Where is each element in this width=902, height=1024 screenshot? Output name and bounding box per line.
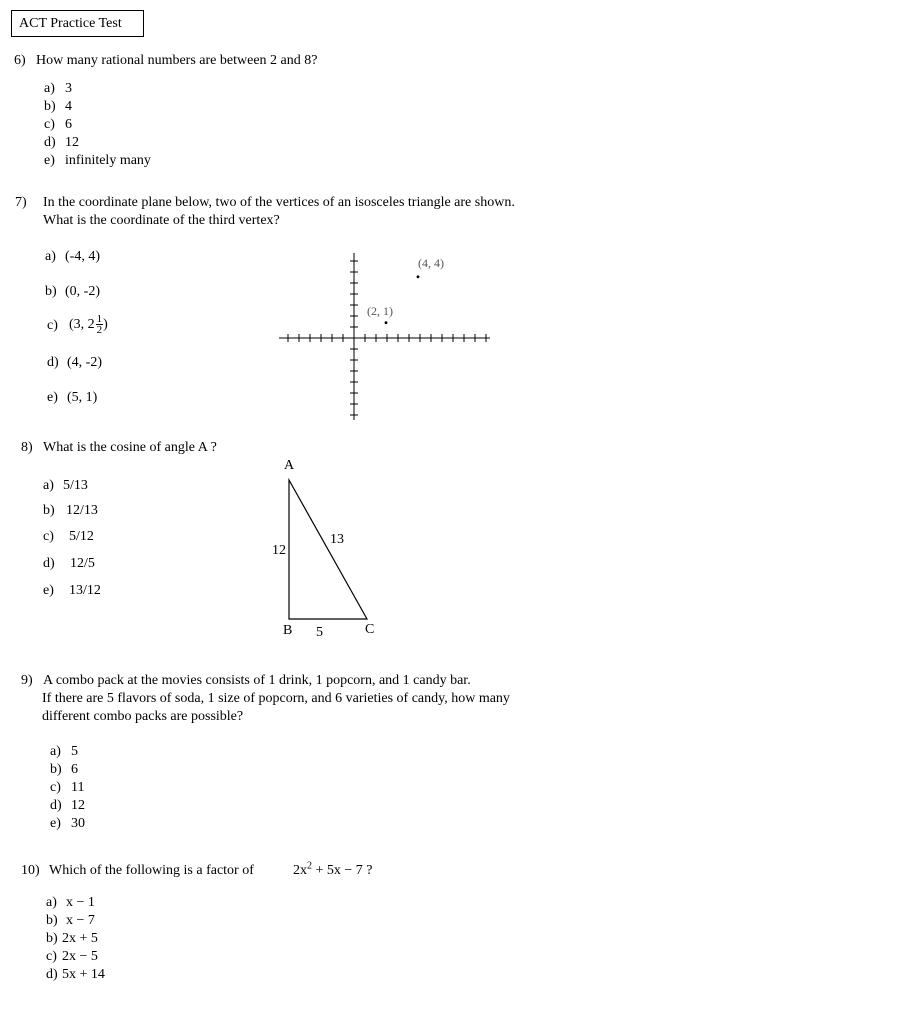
option-letter: a) xyxy=(50,744,61,759)
option-letter: b) xyxy=(44,99,56,114)
option-letter: e) xyxy=(44,153,55,168)
option-text: 5/12 xyxy=(69,529,94,544)
option-letter: c) xyxy=(43,529,54,544)
side-label-ab: 12 xyxy=(272,543,286,558)
vertex-label-a: A xyxy=(284,458,295,473)
question-text-line-1: A combo pack at the movies consists of 1 drink, 1 popcorn, and 1 candy bar. xyxy=(43,673,471,688)
option-letter: c) xyxy=(46,949,57,964)
option-letter: d) xyxy=(46,967,58,982)
option-text: 5/13 xyxy=(63,478,88,493)
option-text: 13/12 xyxy=(69,583,101,598)
question-text-line-2: What is the coordinate of the third vertex? xyxy=(43,213,280,228)
option-letter: d) xyxy=(47,355,59,370)
option-text: 5x + 14 xyxy=(62,967,105,982)
option-text: 30 xyxy=(71,816,85,831)
option-letter: b) xyxy=(46,913,58,928)
question-text-line-1: In the coordinate plane below, two of the vertices of an isosceles triangle are shown. xyxy=(43,195,515,210)
option-letter: a) xyxy=(45,249,56,264)
point-label: (4, 4) xyxy=(418,256,444,270)
option-text: 6 xyxy=(65,117,72,132)
option-letter: c) xyxy=(44,117,55,132)
option-letter: d) xyxy=(44,135,56,150)
test-title: ACT Practice Test xyxy=(19,16,122,31)
question-text: What is the cosine of angle A ? xyxy=(43,440,217,455)
option-text: 3 xyxy=(65,81,72,96)
point-label: (2, 1) xyxy=(367,304,393,318)
question-number: 9) xyxy=(21,673,33,688)
option-text: x − 7 xyxy=(66,913,95,928)
question-text: Which of the following is a factor of xyxy=(49,863,254,878)
option-text: 12 xyxy=(71,798,85,813)
option-text: 6 xyxy=(71,762,78,777)
option-text: 12/5 xyxy=(70,556,95,571)
option-text: (-4, 4) xyxy=(65,249,100,264)
question-number: 8) xyxy=(21,440,33,455)
option-text: (4, -2) xyxy=(67,355,102,370)
option-letter: c) xyxy=(50,780,61,795)
question-number: 10) xyxy=(21,863,40,878)
question-text: How many rational numbers are between 2 and 8? xyxy=(36,53,318,68)
option-letter: d) xyxy=(43,556,55,571)
option-text: (0, -2) xyxy=(65,284,100,299)
fraction: $\frac{1}{2}$ xyxy=(96,313,103,337)
option-letter: e) xyxy=(43,583,54,598)
side-label-ac: 13 xyxy=(330,532,344,547)
option-letter: d) xyxy=(50,798,62,813)
option-text: 12 xyxy=(65,135,79,150)
vertex-label-b: B xyxy=(283,623,293,638)
question-text-line-3: different combo packs are possible? xyxy=(42,709,244,724)
option-letter: b) xyxy=(46,931,58,946)
option-text: 2x − 5 xyxy=(62,949,98,964)
option-letter: b) xyxy=(43,503,55,518)
option-letter: e) xyxy=(50,816,61,831)
option-letter: c) xyxy=(47,318,58,333)
option-text: x − 1 xyxy=(66,895,95,910)
option-letter: b) xyxy=(45,284,57,299)
vertex-label-c: C xyxy=(365,622,375,637)
option-text: 2x + 5 xyxy=(62,931,98,946)
option-text: (5, 1) xyxy=(67,390,98,405)
question-text-line-2: If there are 5 flavors of soda, 1 size of popcorn, and 6 varieties of candy, how many xyxy=(42,691,510,706)
option-letter: b) xyxy=(50,762,62,777)
option-letter: a) xyxy=(46,895,57,910)
question-number: 6) xyxy=(14,53,26,68)
option-text: 4 xyxy=(65,99,72,114)
side-label-bc: 5 xyxy=(316,625,323,640)
option-letter: e) xyxy=(47,390,58,405)
option-text: 12/13 xyxy=(66,503,98,518)
polynomial-expression: $2x^2 + 5x - 7$ ? xyxy=(293,860,373,878)
triangle-shape xyxy=(289,480,367,619)
option-text: 11 xyxy=(71,780,85,795)
question-number: 7) xyxy=(15,195,27,210)
option-letter: a) xyxy=(43,478,54,493)
option-text: 5 xyxy=(71,744,78,759)
option-letter: a) xyxy=(44,81,55,96)
option-text-mixed-number: (3, 2 $\frac{1}{2}$ ) xyxy=(69,313,108,337)
option-text: infinitely many xyxy=(65,153,151,168)
